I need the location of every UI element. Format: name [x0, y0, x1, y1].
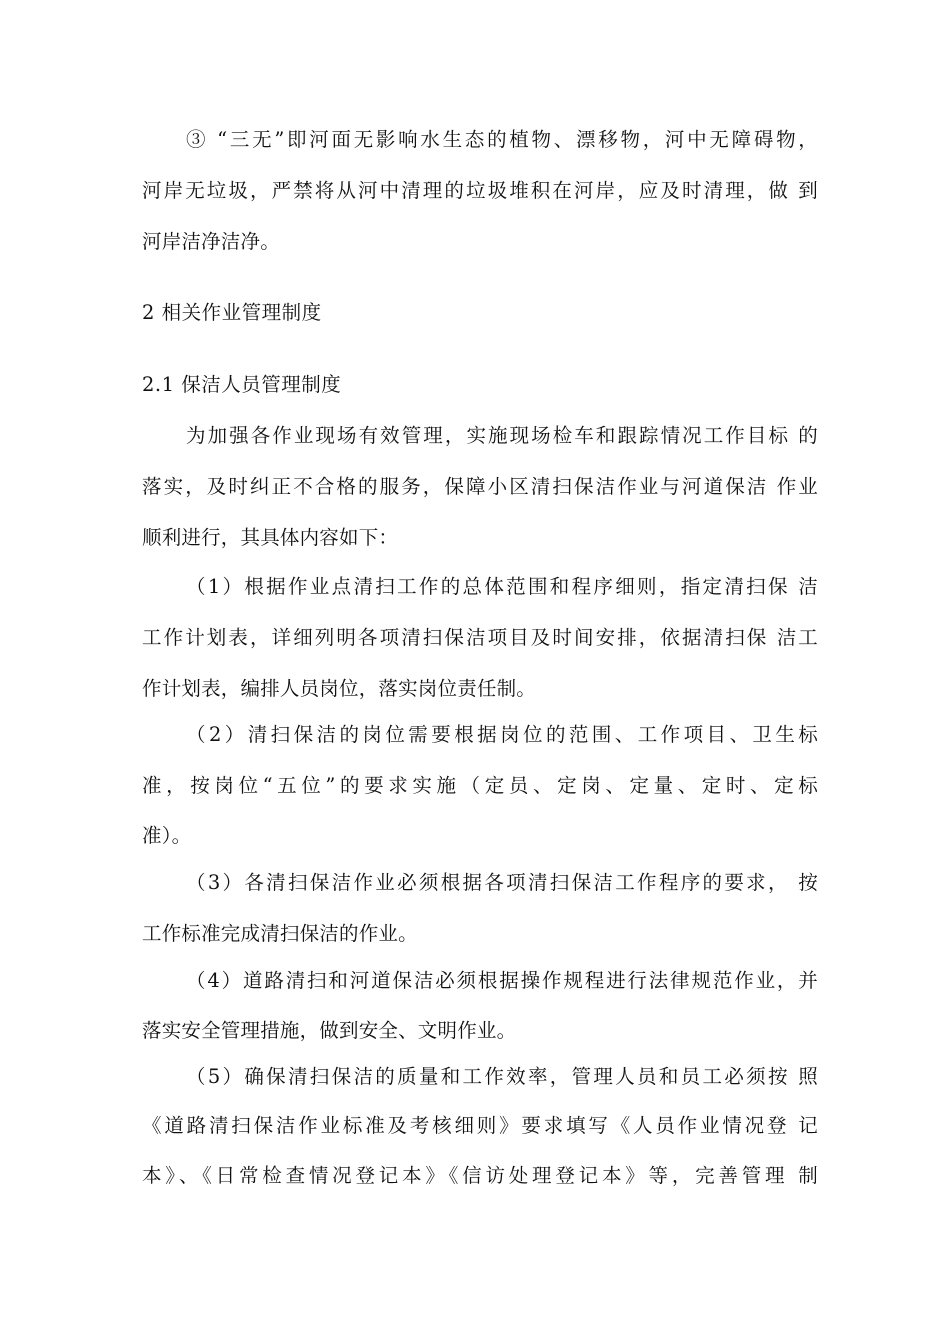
paragraph-sanwu-line-2: 河岸无垃圾，严禁将从河中清理的垃圾堆积在河岸，应及时清理，做 到 — [142, 179, 818, 202]
paragraph-sanwu-line-3: 河岸洁净洁净。 — [142, 230, 280, 253]
paragraph-intro-line-3: 顺利进行，其具体内容如下： — [142, 526, 399, 549]
list-item-3-line-2: 工作标准完成清扫保洁的作业。 — [142, 922, 418, 945]
list-item-5-line-3: 本》、《日常检查情况登记本》《信访处理登记本》等，完善管理 制 — [142, 1164, 818, 1187]
list-item-2-line-3: 准）。 — [142, 824, 192, 847]
list-item-1-line-2: 工作计划表，详细列明各项清扫保洁项目及时间安排，依据清扫保 洁工 — [142, 626, 818, 649]
section-heading-2-1: 2.1 保洁人员管理制度 — [142, 373, 342, 396]
paragraph-sanwu-line-1: ③ “三无”即河面无影响水生态的植物、漂移物，河中无障碍物， — [186, 128, 818, 151]
list-item-4-line-1: （4）道路清扫和河道保洁必须根据操作规程进行法律规范作业，并 — [186, 969, 818, 992]
list-item-4-line-2: 落实安全管理措施，做到安全、文明作业。 — [142, 1019, 517, 1042]
section-heading-2: 2 相关作业管理制度 — [142, 301, 322, 324]
list-item-5-line-1: （5）确保清扫保洁的质量和工作效率，管理人员和员工必须按 照 — [186, 1065, 818, 1088]
list-item-1-line-3: 作计划表，编排人员岗位，落实岗位责任制。 — [142, 677, 537, 700]
list-item-2-line-2: 准，按岗位“五位”的要求实施（定员、定岗、定量、定时、定标 — [142, 774, 818, 797]
paragraph-intro-line-1: 为加强各作业现场有效管理，实施现场检车和跟踪情况工作目标 的 — [186, 424, 818, 447]
paragraph-intro-line-2: 落实，及时纠正不合格的服务，保障小区清扫保洁作业与河道保洁 作业 — [142, 475, 818, 498]
list-item-5-line-2: 《道路清扫保洁作业标准及考核细则》要求填写《人员作业情况登 记 — [142, 1114, 818, 1137]
list-item-1-line-1: （1）根据作业点清扫工作的总体范围和程序细则，指定清扫保 洁 — [186, 575, 818, 598]
list-item-3-line-1: （3）各清扫保洁作业必须根据各项清扫保洁工作程序的要求， 按 — [186, 871, 818, 894]
list-item-2-line-1: （2）清扫保洁的岗位需要根据岗位的范围、工作项目、卫生标 — [186, 723, 818, 746]
